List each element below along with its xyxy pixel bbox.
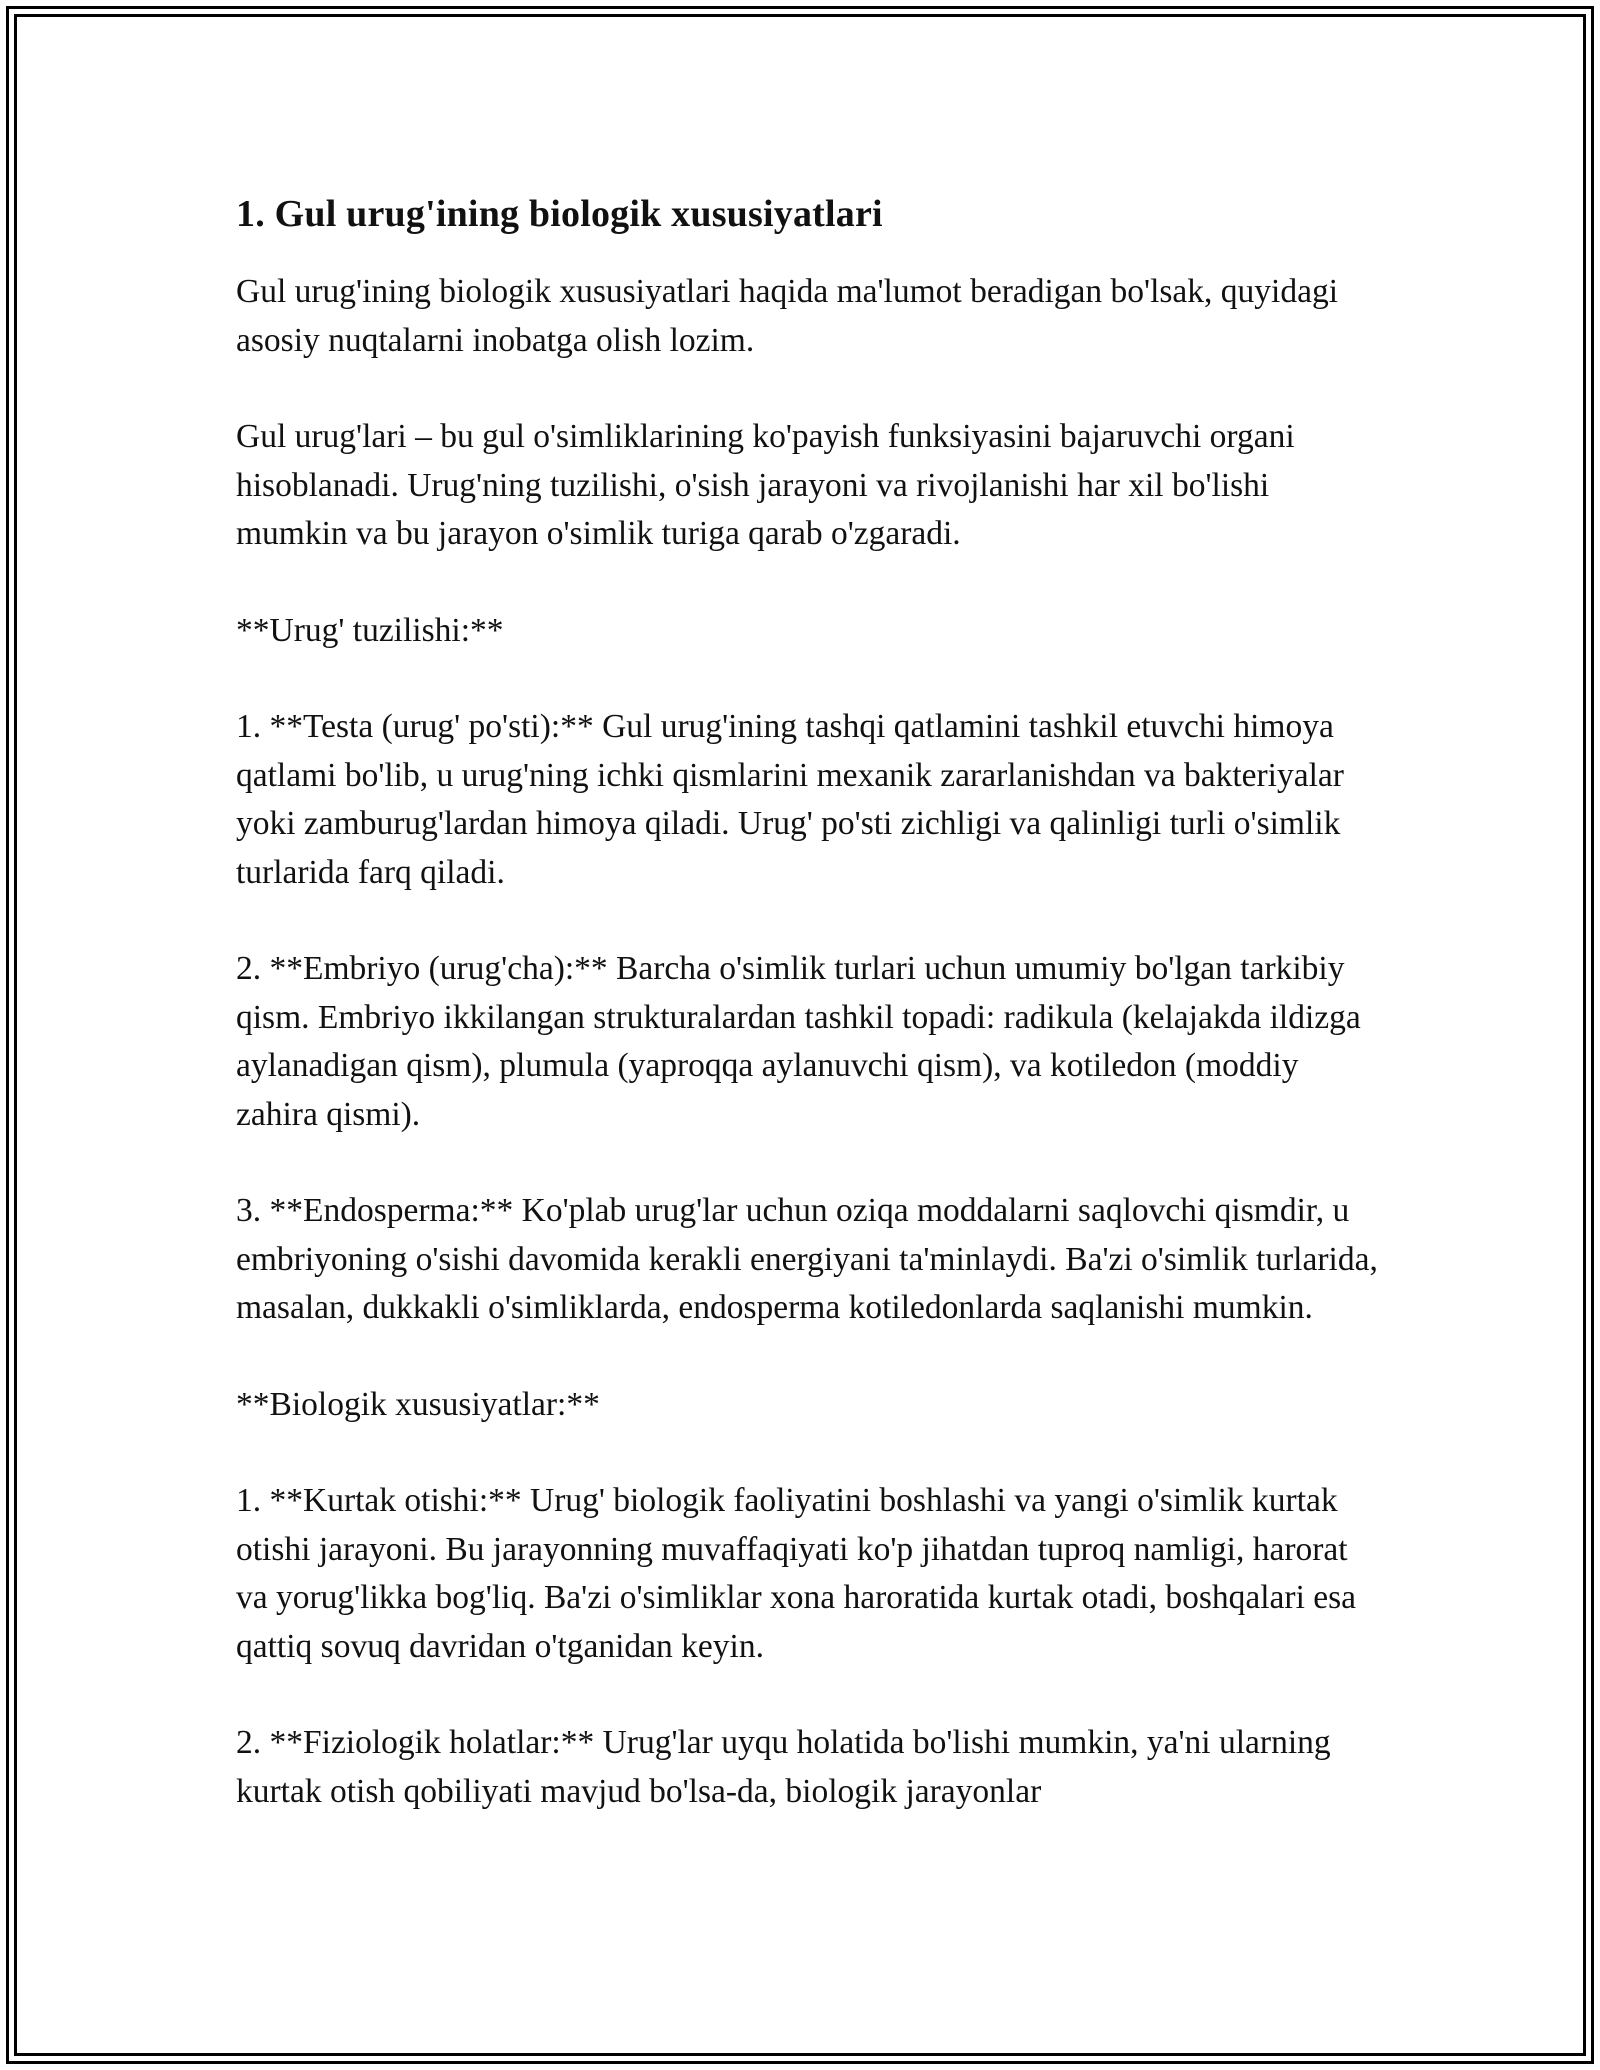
document-body: [236, 186, 1386, 1864]
paragraph-definition: Gul urug'lari – bu gul o'simliklarining ko'payish funksiyasini bajaruvchi organi hisoblanadi. Urug'ning tuzilishi, o'sish jarayoni va rivojlanishi har xil bo'lishi mumkin va bu jarayon o'simlik turiga qarab o'zgaradi.: [236, 418, 1295, 552]
list-item-physiology: 2. **Fiziologik holatlar:** Urug'lar uyqu holatida bo'lishi mumkin, ya'ni ularning kurtak otish qobiliyati mavjud bo'lsa-da, biologik jarayonlar: [236, 1724, 1331, 1810]
section-label-properties: **Biologik xususiyatlar:**: [236, 1385, 600, 1423]
section-label-structure: **Urug' tuzilishi:**: [236, 611, 504, 649]
document-heading: 1. Gul urug'ining biologik xususiyatlari: [236, 193, 883, 235]
list-item-embryo: 2. **Embriyo (urug'cha):** Barcha o'simlik turlari uchun umumiy bo'lgan tarkibiy qism. Embriyo ikkilangan strukturalardan tashkil topadi: radikula (kelajakda ildizga aylanadigan qism), plumula (yaproqqa aylanuvchi qism), va kotiledon (moddiy zahira qismi).: [236, 950, 1361, 1133]
list-item-endosperm: 3. **Endosperma:** Ko'plab urug'lar uchun oziqa moddalarni saqlovchi qismdir, u embriyoning o'sishi davomida kerakli energiyani ta'minlaydi. Ba'zi o'simlik turlarida, masalan, dukkakli o'simliklarda, endosperma kotiledonlarda saqlanishi mumkin.: [236, 1192, 1378, 1326]
list-item-germination: 1. **Kurtak otishi:** Urug' biologik faoliyatini boshlashi va yangi o'simlik kurtak otishi jarayoni. Bu jarayonning muvaffaqiyati ko'p jihatdan tuproq namligi, harorat va yorug'likka bog'liq. Ba'zi o'simliklar xona haroratida kurtak otadi, boshqalari esa qattiq sovuq davridan o'tganidan keyin.: [236, 1482, 1357, 1665]
list-item-testa: 1. **Testa (urug' po'sti):** Gul urug'ining tashqi qatlamini tashkil etuvchi himoya qatlami bo'lib, u urug'ning ichki qismlarini mexanik zararlanishdan va bakteriyalar yoki zamburug'lardan himoya qiladi. Urug' po'sti zichligi va qalinligi turli o'simlik turlarida farq qiladi.: [236, 708, 1344, 891]
paragraph-intro: Gul urug'ining biologik xususiyatlari haqida ma'lumot beradigan bo'lsak, quyidagi asosiy nuqtalarni inobatga olish lozim.: [236, 273, 1339, 359]
